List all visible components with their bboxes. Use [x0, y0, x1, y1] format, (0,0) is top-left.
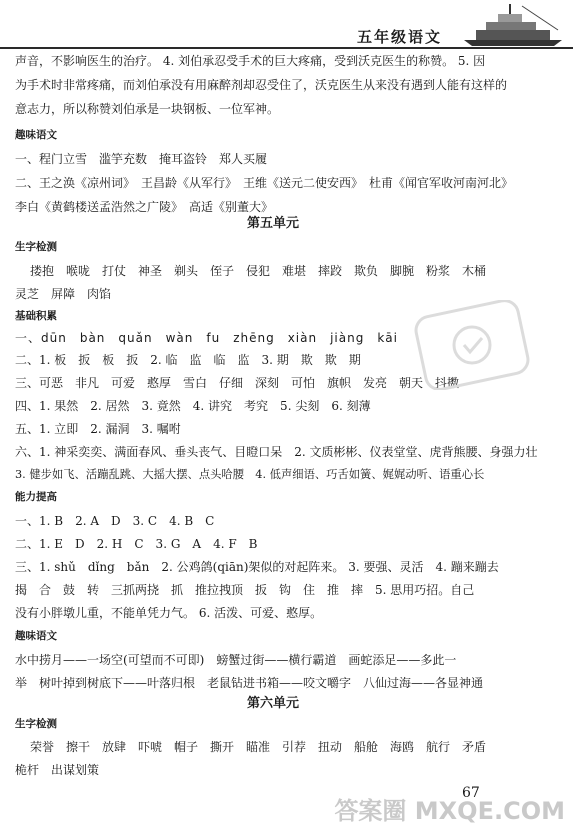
- section-title-shengzi: 生字检测: [15, 241, 57, 253]
- page-header-title: 五年级语文: [357, 28, 443, 46]
- answer-line: 揭 合 鼓 转 三抓两挠 抓 推拉拽顶 扳 钩 住 推 摔 5. 思用巧招。自己: [15, 583, 475, 597]
- pinyin-line: 一、dūn bàn quǎn wàn fu zhēng xiàn jiàng kāi: [15, 331, 398, 345]
- stamp-watermark-icon: [412, 300, 532, 390]
- answer-line: 一、程门立雪 滥竽充数 掩耳盗铃 郑人买履: [15, 152, 268, 166]
- answer-line: 二、1. 板 扳 板 扳 2. 临 监 临 监 3. 期 欺 欺 期: [15, 353, 361, 367]
- answer-line: 水中捞月——一场空(可望而不可即) 螃蟹过街——横行霸道 画蛇添足——多此一: [15, 653, 457, 667]
- section-title-quwei: 趣味语文: [15, 129, 57, 141]
- answer-line: 三、1. shǔ dǐng bǎn 2. 公鸡鸽(qiān)架似的对起阵来。 3. 要强、灵活 4. 蹦来蹦去: [15, 560, 499, 574]
- answer-line: 六、1. 神采奕奕、满面春风、垂头丧气、目瞪口呆 2. 文质彬彬、仪表堂堂、虎背熊腰、身强力壮: [15, 445, 538, 459]
- word-list: 荣誉 擦干 放肆 吓唬 帽子 撕开 瞄准 引荐 扭动 船舱 海鸥 航行 矛盾: [30, 740, 487, 754]
- answer-line: 李白《黄鹤楼送孟浩然之广陵》 高适《别董大》: [15, 200, 274, 214]
- word-list: 灵芝 屏障 肉馅: [15, 287, 112, 301]
- answer-line: 二、王之涣《凉州词》 王昌龄《从军行》 王维《送元二使安西》 杜甫《闻官军收河南河北》: [15, 176, 514, 190]
- paragraph-line: 声音，不影响医生的治疗。 4. 刘伯承忍受手术的巨大疼痛，受到沃克医生的称赞。 5. 因: [15, 54, 486, 68]
- word-list: 桅杆 出谋划策: [15, 763, 100, 777]
- section-title-quwei: 趣味语文: [15, 630, 57, 642]
- header-rule: [0, 47, 573, 49]
- ship-logo-icon: [462, 4, 567, 46]
- section-title-shengzi: 生字检测: [15, 718, 57, 730]
- unit-title: 第五单元: [247, 216, 300, 231]
- answer-line: 四、1. 果然 2. 居然 3. 竟然 4. 讲究 考究 5. 尖刻 6. 刻薄: [15, 399, 371, 413]
- answer-line: 二、1. E D 2. H C 3. G A 4. F B: [15, 537, 258, 551]
- answer-line: 三、可恶 非凡 可爱 憨厚 雪白 仔细 深刻 可怕 旗帜 发亮 朝天 抖擞: [15, 376, 460, 390]
- paragraph-line: 为手术时非常疼痛，而刘伯承没有用麻醉剂却忍受住了，沃克医生从来没有遇到人能有这样的: [15, 78, 508, 92]
- answer-line: 一、1. B 2. A D 3. C 4. B C: [15, 514, 215, 528]
- unit-title: 第六单元: [247, 696, 300, 711]
- answer-line: 五、1. 立即 2. 漏洞 3. 嘱咐: [15, 422, 181, 436]
- answer-line: 举 树叶掉到树底下——叶落归根 老鼠钻进书箱——咬文嚼字 八仙过海——各显神通: [15, 676, 484, 690]
- paragraph-line: 意志力，所以称赞刘伯承是一块钢板、一位军神。: [15, 102, 280, 116]
- section-title-jichu: 基础积累: [15, 310, 57, 322]
- site-watermark: 答案圈 MXQE.COM: [334, 797, 565, 825]
- section-title-nengli: 能力提高: [15, 491, 57, 503]
- page-number: 67: [462, 785, 480, 801]
- answer-line: 没有小胖墩儿重，不能单凭力气。 6. 活泼、可爱、憨厚。: [15, 606, 323, 620]
- word-list: 搂抱 喉咙 打仗 神圣 剃头 侄子 侵犯 难堪 摔跤 欺负 脚腕 粉浆 木桶: [30, 264, 487, 278]
- answer-line: 3. 健步如飞、活蹦乱跳、大摇大摆、点头哈腰 4. 低声细语、巧舌如簧、娓娓动听、语重心长: [15, 468, 485, 481]
